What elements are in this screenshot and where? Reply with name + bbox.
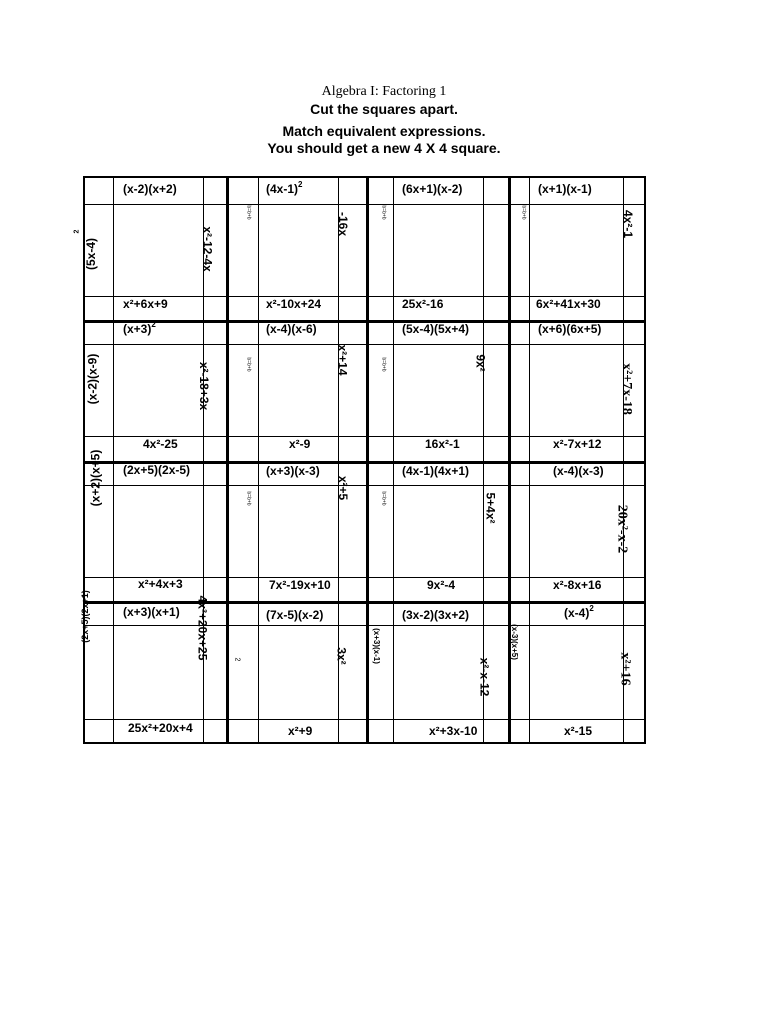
side-note: b=b+b [245,491,252,506]
grid-line-v [113,176,114,744]
exponent: 2 [298,180,303,189]
grid-line-v [258,176,259,744]
bottom-expression: x²+6x+9 [123,297,168,311]
side-expression: (x+3)(x-1) [371,628,381,664]
grid-line-h [83,485,646,486]
top-expression: (x-2)(x+2) [123,182,177,196]
top-expression-text: (x-4) [564,606,590,620]
exponent: 2 [589,604,594,613]
top-expression: (x+3)(x+1) [123,605,180,619]
grid-line-v [644,176,646,744]
side-expression: (2x+5)(2x+1) [79,590,90,643]
top-expression-text: (4x-1) [266,182,299,196]
side-expression: 4x²-1 [621,209,636,239]
grid-line-v [393,176,394,744]
side-expression: (x-3)(x+5) [509,624,519,660]
grid-line-h [83,719,646,720]
grid-line-h [83,344,646,345]
side-expression: x²-18+3x [197,361,212,411]
side-expression: x²-x-12 [477,657,492,697]
bottom-expression: x²-7x+12 [553,437,602,451]
side-note: b=b+b [380,491,387,506]
side-expression: (5x-4) [84,237,99,271]
side-expression: -16x [336,211,351,237]
bottom-expression: x²-10x+24 [266,297,322,311]
top-expression: (x+1)(x-1) [538,182,592,196]
bottom-expression: x²-8x+16 [553,578,602,592]
puzzle-grid [73,176,646,744]
instruction-match: Match equivalent expressions. [282,123,486,139]
grid-line-h [83,742,646,744]
instruction-cut: Cut the squares apart. [310,101,458,117]
bottom-expression: x²-15 [564,724,593,738]
top-expression: (4x-1)(4x+1) [402,464,470,478]
top-expression: (7x-5)(x-2) [266,608,324,622]
top-expression: (3x-2)(3x+2) [402,608,470,622]
top-expression: (x+3)(x-3) [266,464,320,478]
grid-line-h [83,204,646,205]
side-expression: x²-12-4x [200,226,215,272]
top-expression: (x-4)(x-3) [553,464,604,478]
top-expression [266,180,303,196]
side-expression: 3x² [334,647,349,665]
grid-line-v [226,176,229,744]
grid-line-h [83,176,646,178]
side-note: b=b+b [380,205,387,220]
top-expression: (x-4)(x-6) [266,322,317,336]
top-expression [564,604,594,620]
bottom-expression: 6x²+41x+30 [536,297,601,311]
bottom-expression: x²+9 [288,724,313,738]
side-note: b=b+b [380,357,387,372]
instruction-square: You should get a new 4 X 4 square. [267,140,501,156]
side-expression: x²+5 [336,475,351,501]
grid-line-h [83,625,646,626]
side-exponent: 2 [233,657,241,662]
side-expression: x²+7x-18 [618,363,634,415]
top-expression: (x+6)(6x+5) [538,322,602,336]
side-expression: (x+2)(x+5) [88,449,103,507]
side-expression: x²+14 [335,344,350,376]
bottom-expression: x²+4x+3 [138,577,183,591]
grid-line-v [529,176,530,744]
grid-line-h [83,601,646,604]
bottom-expression: 25x²+20x+4 [128,721,193,735]
side-note: b=b+b [520,205,527,220]
side-expression: 4x²+20x+25 [195,595,210,661]
bottom-expression: x²+3x-10 [429,724,478,738]
side-exponent: 2 [73,229,81,234]
exponent: 2 [151,320,156,329]
side-note: b=b+b [245,357,252,372]
worksheet-title: Algebra I: Factoring 1 [321,84,447,99]
top-expression: (6x+1)(x-2) [402,182,463,196]
side-expression: 9x² [473,354,488,372]
bottom-expression: x²-9 [289,437,311,451]
bottom-expression: 9x²-4 [427,578,456,592]
top-expression-text: (x+3) [123,322,152,336]
side-expression: (x-2)(x-9) [85,353,100,405]
top-expression [123,320,156,336]
bottom-expression: 4x²-25 [143,437,178,451]
bottom-expression: 7x²-19x+10 [269,578,331,592]
top-expression: (2x+5)(2x-5) [123,463,191,477]
side-expression: 5+4x² [483,492,498,524]
grid-line-v [366,176,369,744]
side-expression: 20x²-x-2 [614,504,630,554]
bottom-expression: 16x²-1 [425,437,460,451]
top-expression: (5x-4)(5x+4) [402,322,470,336]
side-expression: x²+16 [617,652,633,686]
side-note: b=b+b [245,205,252,220]
bottom-expression: 25x²-16 [402,297,444,311]
